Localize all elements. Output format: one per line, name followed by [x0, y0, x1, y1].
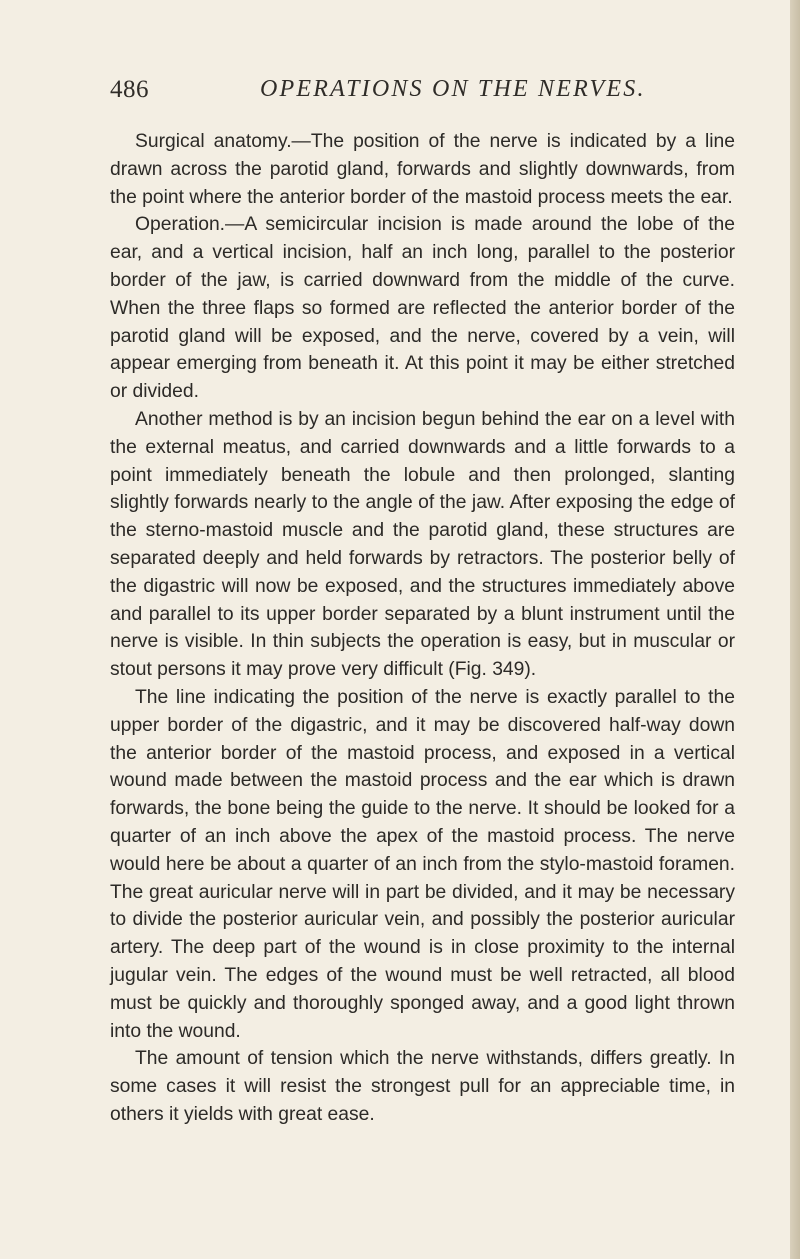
body-text [110, 128, 735, 1129]
page-number: 486 [110, 76, 149, 103]
running-head: OPERATIONS ON THE NERVES. [260, 76, 646, 102]
paragraph-nerve-tension: The amount of tension which the nerve withstands, differs greatly. In some cases it will resist the strongest pull for an appreciable time, in others it yields with great ease. [110, 1048, 735, 1125]
paragraph-operation: Operation.—A semicircular incision is made around the lobe of the ear, and a vertical incision, half an inch long, parallel to the posterior border of the jaw, is carried downward from the middle of the curve. When the three flaps so formed are reflected the anterior border of the parotid gland will be exposed, and the nerve, covered by a vein, will appear emerging from beneath it. At this point it may be either stretched or divided. [110, 214, 735, 403]
page-edge [790, 0, 800, 1259]
paragraph-nerve-position-line: The line indicating the position of the nerve is exactly parallel to the upper border of the digastric, and it may be discovered half-way down the anterior border of the mastoid process, and exposed in a vertical wound made between the mastoid process and the ear which is drawn forwards, the bone being the guide to the nerve. It should be looked for a quarter of an inch above the apex of the mastoid process. The nerve would here be about a quarter of an inch from the stylo-mastoid foramen. The great auricular nerve will in part be divided, and it may be necessary to divide the posterior auricular vein, and possibly the posterior auricular artery. The deep part of the wound is in close proximity to the internal jugular vein. The edges of the wound must be well retracted, all blood must be quickly and thoroughly sponged away, and a good light thrown into the wound. [110, 686, 735, 1042]
page-header [110, 76, 770, 116]
paragraph-another-method: Another method is by an incision begun behind the ear on a level with the external meatus, and carried downwards and a little forwards to a point immediately beneath the lobule and then prolonged, slanting slightly forwards nearly to the angle of the jaw. After exposing the edge of the sterno-mastoid muscle and the parotid gland, these structures are separated deeply and held forwards by retractors. The posterior belly of the digastric will now be exposed, and the structures immediately above and parallel to its upper border separated by a blunt instrument until the nerve is visible. In thin subjects the operation is easy, but in muscular or stout persons it may prove very difficult (Fig. 349). [110, 408, 735, 681]
paragraph-surgical-anatomy: Surgical anatomy.—The position of the nerve is indicated by a line drawn across the parotid gland, forwards and slightly downwards, from the point where the anterior border of the mastoid process meets the ear. [110, 131, 735, 208]
